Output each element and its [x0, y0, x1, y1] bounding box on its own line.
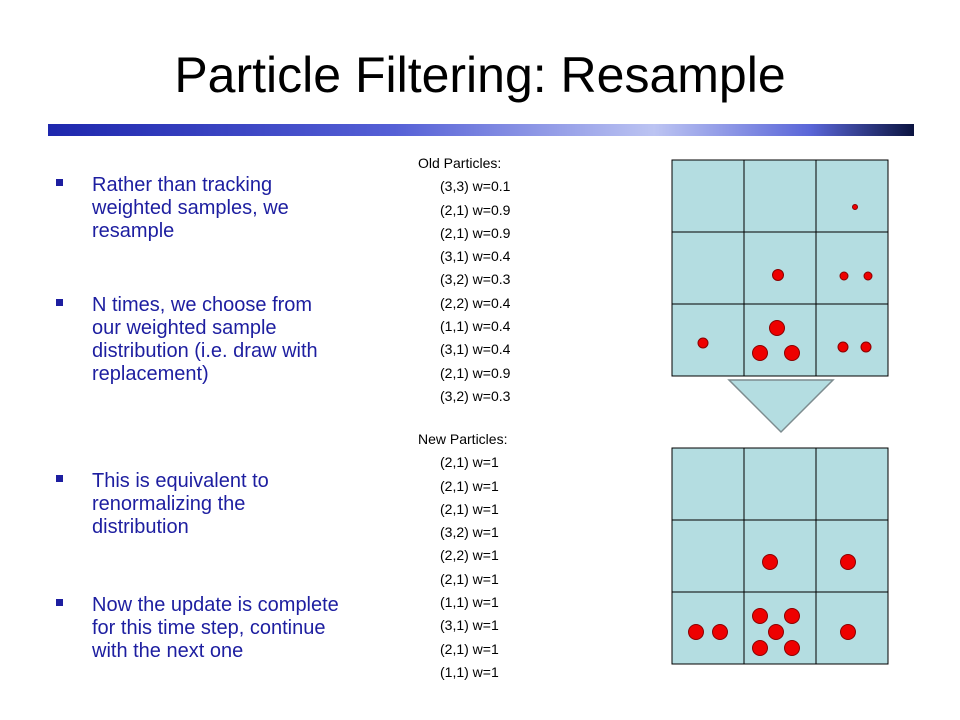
particle-dot	[841, 625, 856, 640]
slide-title: Particle Filtering: Resample	[174, 47, 786, 103]
bullet-text: N times, we choose from our weighted sample distribution (i.e. draw with replacement)	[92, 294, 318, 385]
old-particle-row: (3,2) w=0.3	[440, 271, 511, 288]
old-particle-row: (3,1) w=0.4	[440, 341, 511, 358]
particle-dot	[753, 641, 768, 656]
particle-dot	[840, 272, 848, 280]
new-particle-row: (2,1) w=1	[440, 477, 499, 494]
bullet-text: This is equivalent to renormalizing the distribution	[92, 470, 269, 538]
particle-dot	[785, 641, 800, 656]
particle-dot	[785, 346, 800, 361]
particle-dot	[864, 272, 872, 280]
particle-dot	[861, 342, 871, 352]
particle-dot	[838, 342, 848, 352]
new-particles-heading: New Particles:	[418, 431, 508, 447]
old-particle-row: (1,1) w=0.4	[440, 318, 511, 335]
particle-dot	[763, 555, 778, 570]
new-particle-row: (1,1) w=1	[440, 594, 499, 611]
old-particles-heading: Old Particles:	[418, 155, 502, 171]
particle-dot	[753, 346, 768, 361]
particle-dot	[773, 270, 784, 281]
particle-dot	[769, 625, 784, 640]
old-particle-row: (3,2) w=0.3	[440, 387, 511, 404]
old-particle-row: (2,1) w=0.9	[440, 201, 511, 218]
particle-dot	[713, 625, 728, 640]
new-particle-row: (2,1) w=1	[440, 640, 499, 657]
old-particle-row: (3,3) w=0.1	[440, 178, 511, 195]
new-particle-row: (2,1) w=1	[440, 570, 499, 587]
down-arrow-icon	[729, 380, 833, 432]
old-particle-row: (2,1) w=0.9	[440, 224, 511, 241]
particle-dot	[770, 321, 785, 336]
particle-dot	[853, 205, 858, 210]
old-particle-row: (3,1) w=0.4	[440, 248, 511, 265]
particle-dot	[698, 338, 708, 348]
bullet-text: Now the update is complete for this time step, continue with the next one	[92, 594, 339, 662]
new-particle-row: (2,1) w=1	[440, 454, 499, 471]
particle-dot	[753, 609, 768, 624]
new-particle-row: (2,1) w=1	[440, 500, 499, 517]
bullet-text: Rather than tracking weighted samples, we resample	[92, 174, 289, 242]
particle-dot	[785, 609, 800, 624]
old-particles-grid	[672, 160, 888, 376]
new-particles-grid	[672, 448, 888, 664]
new-particle-row: (2,2) w=1	[440, 547, 499, 564]
old-particle-row: (2,1) w=0.9	[440, 364, 511, 381]
old-particle-row: (2,2) w=0.4	[440, 294, 511, 311]
particle-dot	[841, 555, 856, 570]
particle-dot	[689, 625, 704, 640]
new-particle-row: (3,2) w=1	[440, 524, 499, 541]
new-particle-row: (1,1) w=1	[440, 663, 499, 680]
new-particle-row: (3,1) w=1	[440, 617, 499, 634]
